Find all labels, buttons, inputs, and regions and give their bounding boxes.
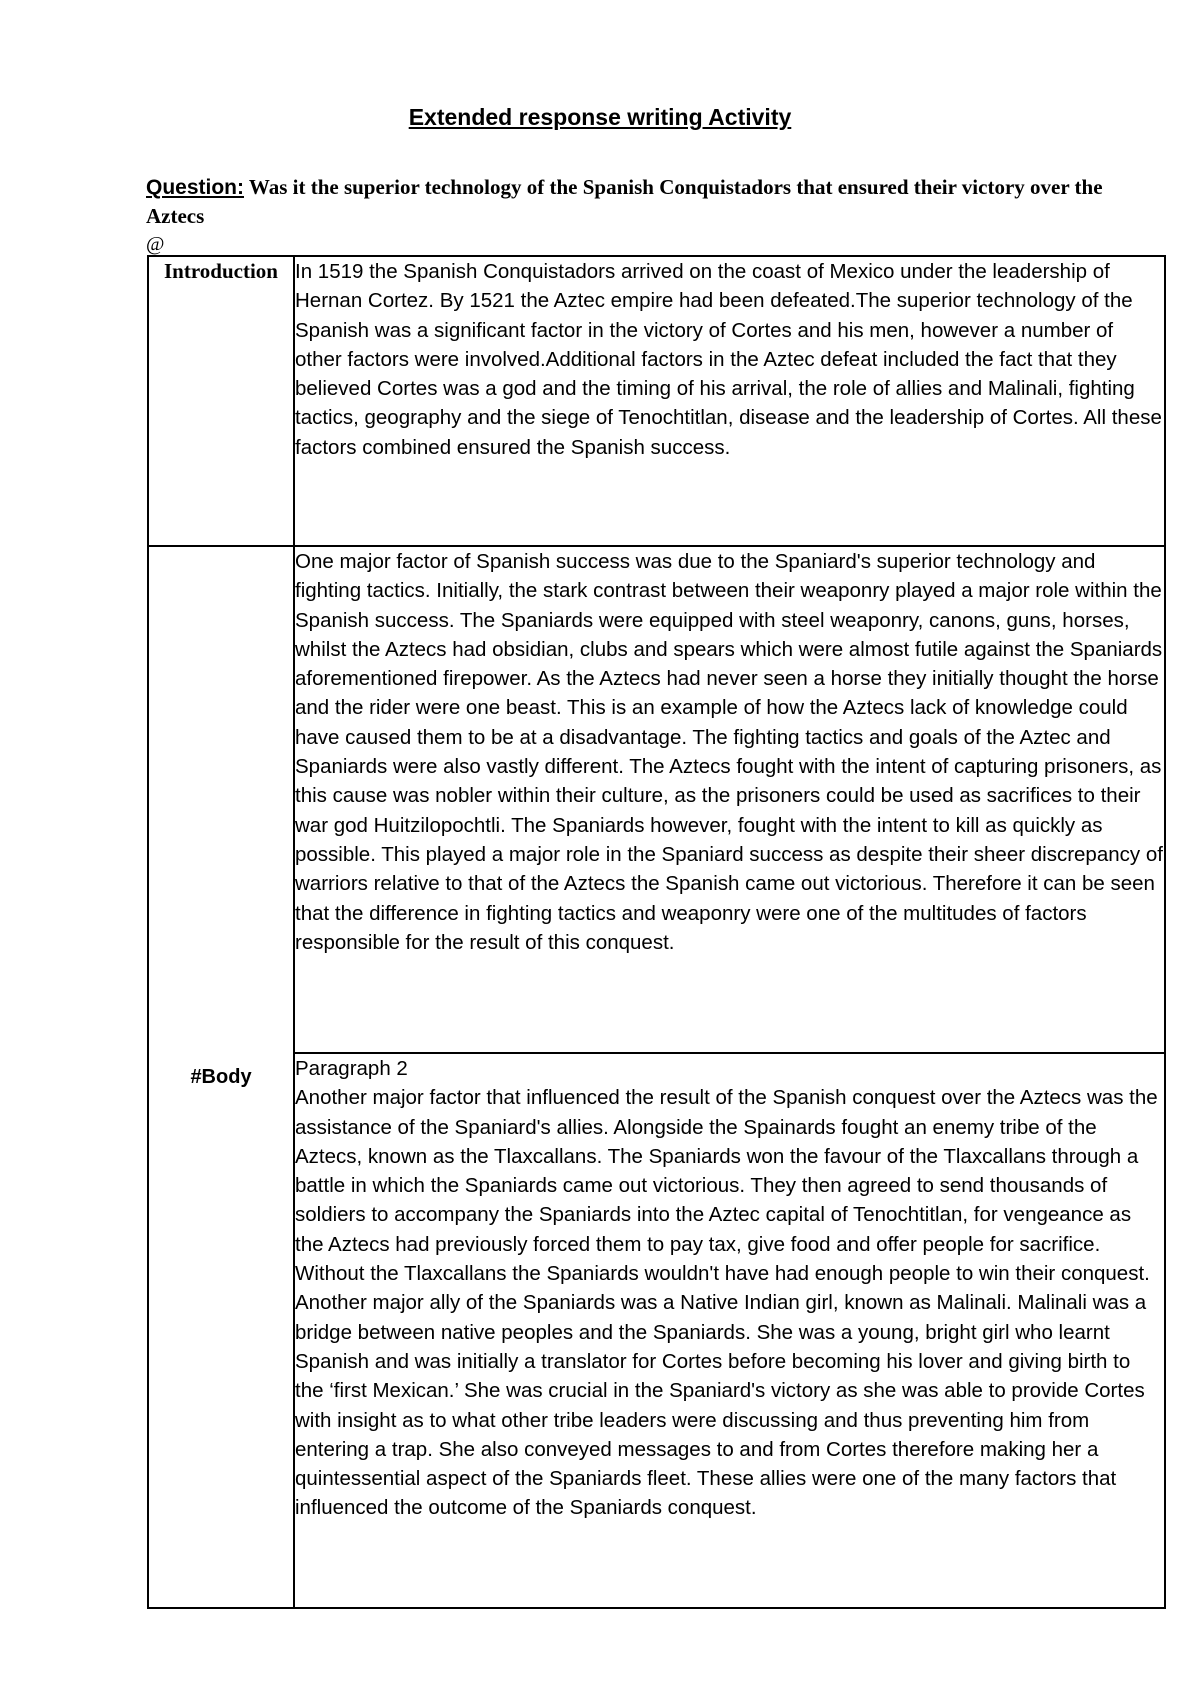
essay-table: [147, 255, 1166, 1609]
body-label: #Body: [148, 546, 294, 1608]
body-paragraph-1-text: One major factor of Spanish success was due to the Spaniard's superior technology and fighting tactics. Initially, the stark contrast between their weaponry played a major role within the Spanish success. The Spaniards were equipped with steel weaponry, canons, guns, horses, whilst the Aztecs had obsidian, clubs and spears which were almost futile against the Spaniards aforementioned firepower. As the Aztecs had never seen a horse they initially thought the horse and the rider were one beast. This is an example of how the Aztecs lack of knowledge could have caused them to be at a disadvantage. The fighting tactics and goals of the Aztec and Spaniards were also vastly different. The Aztecs fought with the intent of capturing prisoners, as this cause was nobler within their culture, as the prisoners could be used as sacrifices to their war god Huitzilopochtli. The Spaniards however, fought with the intent to kill as quickly as possible. This played a major role in the Spaniard success as despite their sheer discrepancy of warriors relative to that of the Aztecs the Spanish came out victorious. Therefore it can be seen that the difference in fighting tactics and weaponry were one of the multitudes of factors responsible for the result of this conquest.: [295, 550, 1163, 954]
table-row-introduction: [148, 256, 1165, 546]
body-paragraph-2-text: Another major factor that influenced the result of the Spanish conquest over the Aztecs was the assistance of the Spaniard's allies. Alongside the Spainards fought an enemy tribe of the Aztecs, known as the Tlaxcallans. The Spaniards won the favour of the Tlaxcallans through a battle in which the Spaniards came out victorious. They then agreed to send thousands of soldiers to accompany the Spaniards into the Aztec capital of Tenochtitlan, for vengeance as the Aztecs had previously forced them to pay tax, give food and offer people for sacrifice. Without the Tlaxcallans the Spaniards wouldn't have had enough people to win their conquest. Another major ally of the Spaniards was a Native Indian girl, known as Malinali. Malinali was a bridge between native peoples and the Spaniards. She was a young, bright girl who learnt Spanish and was initially a translator for Cortes before becoming his lover and giving birth to the ‘first Mexican.’ She was crucial in the Spaniard's victory as she was able to provide Cortes with insight as to what other tribe leaders were discussing and thus preventing him from entering a trap. She also conveyed messages to and from Cortes therefore making her a quintessential aspect of the Spaniards fleet. These allies were one of the many factors that influenced the outcome of the Spaniards conquest.: [295, 1086, 1158, 1520]
paragraph-2-heading: Paragraph 2: [295, 1057, 408, 1080]
body-paragraph-1-cell: [294, 546, 1165, 1053]
introduction-text: In 1519 the Spanish Conquistadors arrived on the coast of Mexico under the leadership of Hernan Cortez. By 1521 the Aztec empire had been defeated.The superior technology of the Spanish was a significant factor in the victory of Cortes and his men, however a number of other factors were involved.Additional factors in the Aztec defeat included the fact that they believed Cortes was a god and the timing of his arrival, the role of allies and Malinali, fighting tactics, geography and the siege of Tenochtitlan, disease and the leadership of Cortes. All these factors combined ensured the Spanish success.: [295, 260, 1162, 459]
body-paragraph-2-cell: [294, 1053, 1165, 1608]
question-label: Question:: [146, 176, 244, 199]
introduction-text-cell: [294, 256, 1165, 546]
question: [146, 173, 1146, 231]
table-row-body-paragraph-2: [148, 1053, 1165, 1608]
table-row-body-paragraph-1: [148, 546, 1165, 1053]
page-title: Extended response writing Activity: [408, 104, 792, 130]
at-marker: @: [146, 233, 165, 255]
question-text: Was it the superior technology of the Spanish Conquistadors that ensured their victory over the Aztecs: [146, 175, 1103, 228]
introduction-label: Introduction: [148, 256, 294, 546]
